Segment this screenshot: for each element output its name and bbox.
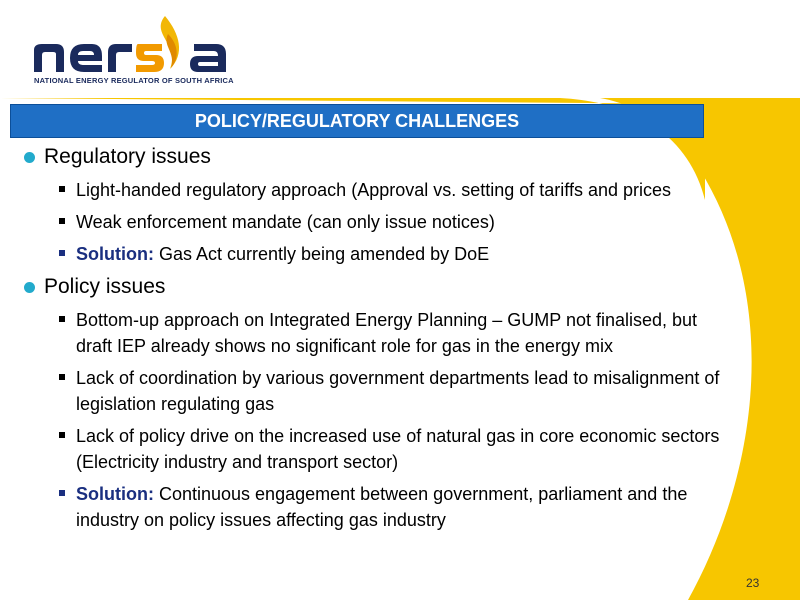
nersa-wordmark-icon bbox=[30, 14, 240, 84]
square-bullet-icon bbox=[59, 218, 65, 224]
list-item: Lack of policy drive on the increased use of natural gas in core economic sectors (Electricity industry and transport sector) bbox=[76, 423, 722, 475]
section-heading: Regulatory issues bbox=[22, 143, 722, 171]
square-bullet-icon bbox=[59, 432, 65, 438]
section-heading: Policy issues bbox=[22, 273, 722, 301]
cyan-bullet-icon bbox=[24, 282, 35, 293]
list-item: Lack of coordination by various government departments lead to misalignment of legislation regulating gas bbox=[76, 365, 722, 417]
square-bullet-icon bbox=[59, 316, 65, 322]
square-bullet-icon bbox=[59, 250, 65, 256]
logo-tagline: NATIONAL ENERGY REGULATOR OF SOUTH AFRICA bbox=[34, 76, 234, 85]
square-bullet-icon bbox=[59, 374, 65, 380]
list-item: Bottom-up approach on Integrated Energy Planning – GUMP not finalised, but draft IEP already shows no significant role for gas in the energy mix bbox=[76, 307, 722, 359]
square-bullet-icon bbox=[59, 186, 65, 192]
square-bullet-icon bbox=[59, 490, 65, 496]
list-item: Light-handed regulatory approach (Approval vs. setting of tariffs and prices bbox=[76, 177, 722, 203]
slide-content bbox=[22, 143, 722, 539]
page-number: 23 bbox=[746, 576, 760, 590]
slide-title: POLICY/REGULATORY CHALLENGES bbox=[10, 104, 704, 138]
solution-label: Solution: bbox=[76, 244, 154, 264]
solution-item: Solution: Continuous engagement between government, parliament and the industry on policy issues affecting gas industry bbox=[76, 481, 722, 533]
cyan-bullet-icon bbox=[24, 152, 35, 163]
solution-item: Solution: Gas Act currently being amended by DoE bbox=[76, 241, 722, 267]
solution-label: Solution: bbox=[76, 484, 154, 504]
list-item: Weak enforcement mandate (can only issue notices) bbox=[76, 209, 722, 235]
